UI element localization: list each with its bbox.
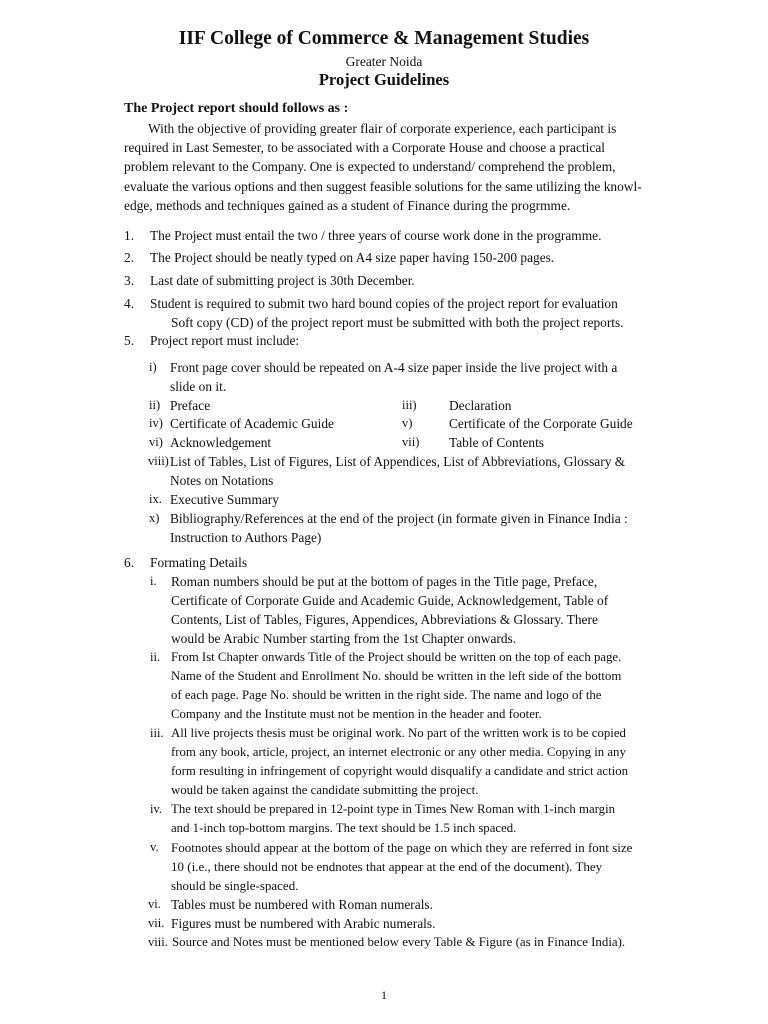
sublist-item: Certificate of the Corporate Guide: [449, 416, 633, 431]
sublist-item-continued: Instruction to Authors Page): [170, 530, 322, 545]
section-heading: The Project report should follows as :: [124, 101, 349, 116]
intro-line: required in Last Semester, to be associated with a Corporate House and choose a practical: [124, 140, 605, 156]
sublist-item-continued: Notes on Notations: [170, 473, 274, 488]
college-location: Greater Noida: [345, 54, 423, 69]
formatting-line: Company and the Institute must not be mention in the header and footer.: [171, 707, 542, 721]
formatting-number: vii.: [148, 916, 165, 930]
sublist-item: Certificate of Academic Guide: [170, 416, 334, 431]
intro-line: edge, methods and techniques gained as a student of Finance during the progrmme.: [124, 197, 571, 213]
formatting-line: From Ist Chapter onwards Title of the Project should be written on the top of each page.: [171, 650, 622, 664]
list-item: The Project should be neatly typed on A4 size paper having 150-200 pages.: [150, 250, 555, 265]
formatting-line: should be single-spaced.: [171, 878, 299, 893]
list-item: Project report must include:: [150, 333, 300, 348]
formatting-item: [171, 895, 674, 914]
sublist-item: Declaration: [449, 398, 512, 413]
formatting-number: vi.: [148, 897, 161, 911]
formatting-line: Contents, List of Tables, Figures, Appendices, Abbreviations & Glossary. There: [171, 612, 598, 627]
formatting-item: [171, 572, 674, 648]
formatting-number: ii.: [150, 650, 161, 664]
sublist-number: x): [149, 511, 160, 525]
formatting-number: viii.: [148, 935, 168, 949]
formatting-line: from any book, article, project, an internet electronic or any other media. Copying in any: [171, 745, 626, 759]
formatting-item: [171, 838, 674, 895]
formatting-line: Figures must be numbered with Arabic numerals.: [171, 916, 436, 931]
sublist-number: viii): [148, 454, 169, 468]
list-number: 3.: [124, 273, 135, 288]
sublist-number: iii): [402, 398, 417, 412]
sublist-item: Executive Summary: [170, 492, 279, 507]
formatting-line: Name of the Student and Enrollment No. should be written in the left side of the bottom: [171, 669, 622, 683]
formatting-line: of each page. Page No. should be written in the right side. The name and logo of the: [171, 688, 602, 702]
formatting-number: iii.: [150, 726, 164, 740]
formatting-line: Tables must be numbered with Roman numerals.: [171, 897, 433, 912]
formatting-line: Footnotes should appear at the bottom of the page on which they are referred in font size: [171, 840, 633, 855]
list-item: Last date of submitting project is 30th December.: [150, 273, 415, 288]
sublist-item: List of Tables, List of Figures, List of Appendices, List of Abbreviations, Glossary &: [170, 454, 626, 469]
intro-line: evaluate the various options and then suggest feasible solutions for the same utilizing the knowl-: [124, 178, 642, 194]
formatting-line: Source and Notes must be mentioned below every Table & Figure (as in Finance India).: [172, 935, 626, 949]
formatting-line: and 1-inch top-bottom margins. The text should be 1.5 inch spaced.: [171, 821, 517, 835]
list-item: Student is required to submit two hard bound copies of the project report for evaluation: [150, 296, 618, 311]
list-number: 1.: [124, 228, 135, 243]
formatting-line: form resulting in infringement of copyright would disqualify a candidate and strict action: [171, 764, 629, 778]
formatting-line: Certificate of Corporate Guide and Academic Guide, Acknowledgement, Table of: [171, 593, 609, 608]
intro-line: With the objective of providing greater flair of corporate experience, each participant is: [148, 121, 617, 136]
formatting-heading: Formating Details: [150, 555, 248, 570]
formatting-item: [171, 724, 674, 800]
formatting-number: v.: [150, 840, 159, 854]
list-number: 4.: [124, 296, 135, 311]
formatting-item: [171, 648, 674, 724]
sublist-item: Front page cover should be repeated on A-4 size paper inside the live project with a: [170, 360, 618, 375]
formatting-line: Roman numbers should be put at the bottom of pages in the Title page, Preface,: [171, 574, 598, 589]
sublist-number: ii): [149, 398, 161, 412]
sublist-item: Bibliography/References at the end of the project (in formate given in Finance India :: [170, 511, 628, 526]
sublist-number: i): [149, 360, 157, 374]
formatting-line: would be taken against the candidate submitting the project.: [171, 783, 479, 797]
formatting-item: [171, 914, 674, 933]
list-item-continued: Soft copy (CD) of the project report must be submitted with both the project reports.: [171, 315, 624, 330]
formatting-line: The text should be prepared in 12-point type in Times New Roman with 1-inch margin: [171, 802, 616, 816]
intro-paragraph: [124, 119, 676, 215]
sublist-number: vii): [402, 435, 420, 449]
sublist-item: Acknowledgement: [170, 435, 272, 450]
formatting-item: [172, 933, 675, 952]
document-title: Project Guidelines: [318, 70, 450, 89]
intro-line: problem relevant to the Company. One is expected to understand/ comprehend the problem,: [124, 159, 616, 175]
sublist-item: Preface: [170, 398, 211, 413]
page-number: 1: [381, 988, 387, 1002]
formatting-line: 10 (i.e., there should not be endnotes that appear at the end of the document). They: [171, 859, 603, 874]
sublist-number: v): [402, 416, 413, 430]
formatting-number: iv.: [150, 802, 163, 816]
list-number: 2.: [124, 250, 135, 265]
list-number: 6.: [124, 555, 135, 570]
sublist-item-continued: slide on it.: [170, 379, 227, 394]
formatting-number: i.: [150, 574, 157, 588]
sublist-item: Table of Contents: [449, 435, 545, 450]
college-name: IIF College of Commerce & Management Studies: [178, 28, 590, 49]
sublist-number: ix.: [149, 492, 162, 506]
sublist-number: vi): [149, 435, 163, 449]
list-number: 5.: [124, 333, 135, 348]
formatting-item: [171, 800, 674, 838]
sublist-number: iv): [149, 416, 163, 430]
formatting-line: would be Arabic Number starting from the 1st Chapter onwards.: [171, 631, 517, 646]
formatting-line: All live projects thesis must be original work. No part of the written work is to be copied: [171, 726, 626, 740]
list-item: The Project must entail the two / three years of course work done in the programme.: [150, 228, 602, 243]
